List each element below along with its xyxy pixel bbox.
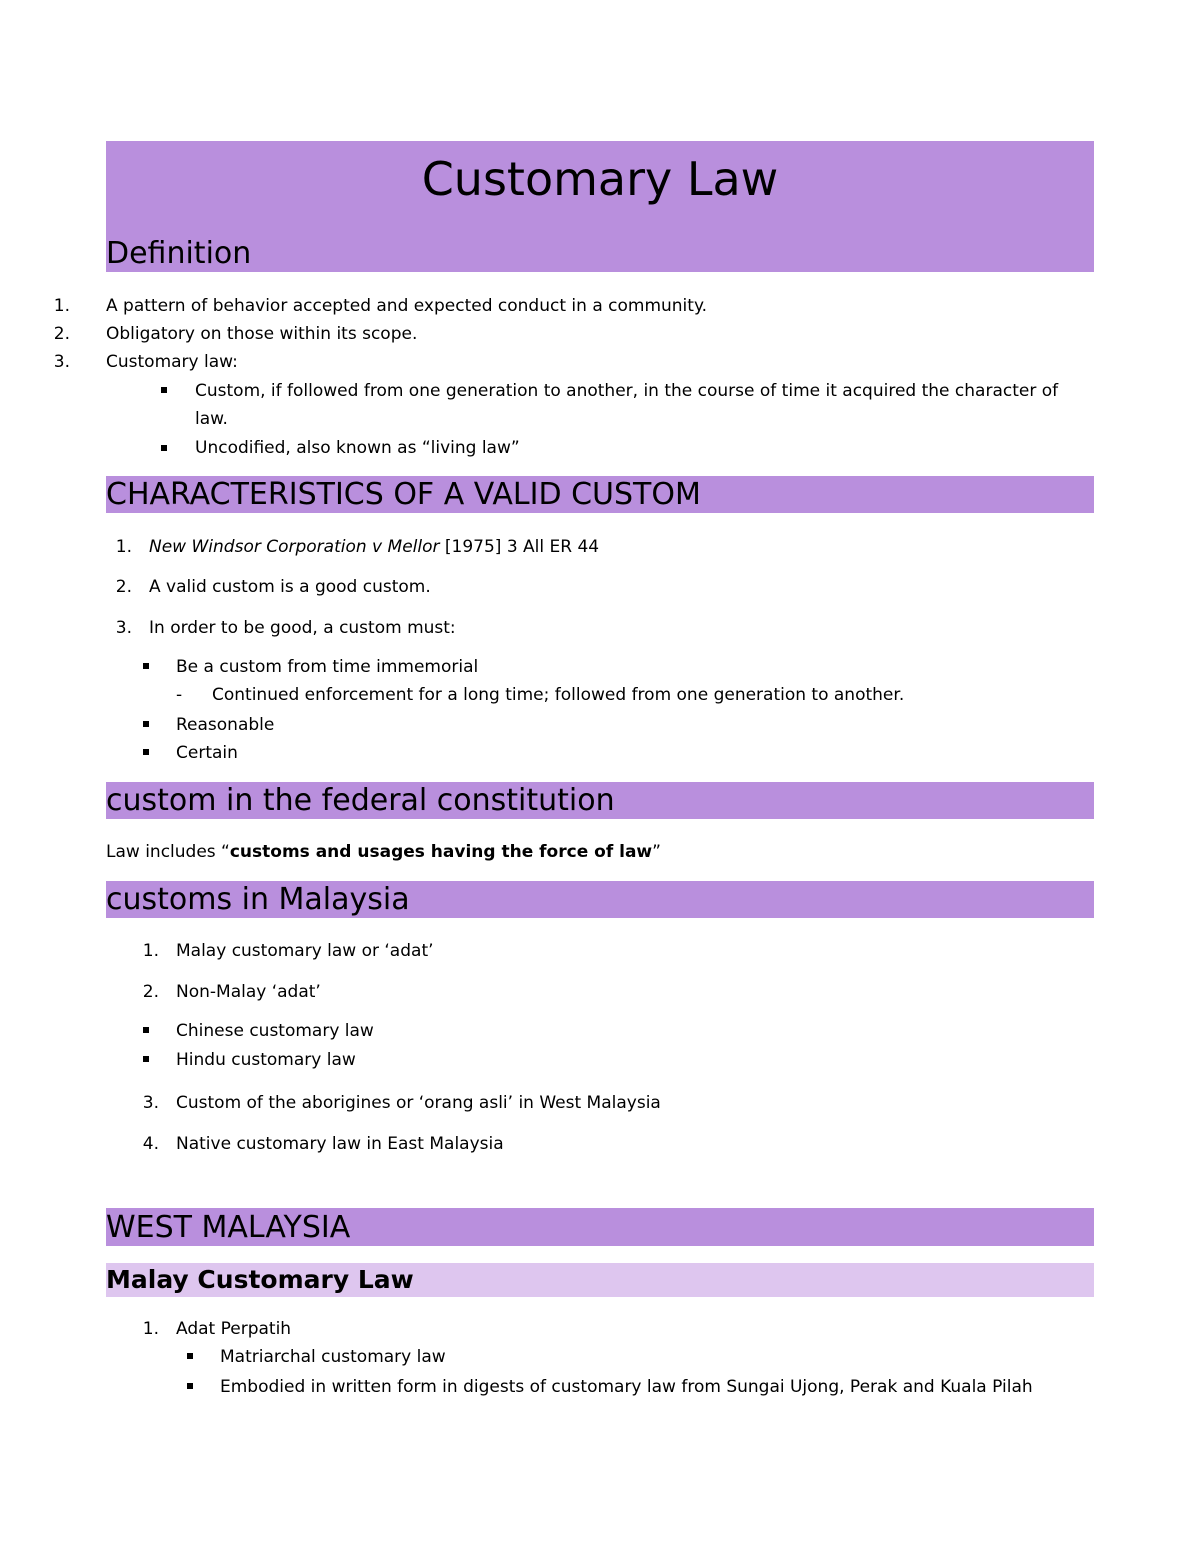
malay-subheading: Malay Customary Law — [106, 1265, 414, 1294]
federal-text: Law includes “customs and usages having the force of law” — [106, 842, 661, 862]
bullet-icon — [143, 1027, 149, 1033]
list-number: 4. — [142, 1134, 159, 1154]
list-item: Hindu customary law — [176, 1050, 356, 1070]
west-heading: WEST MALAYSIA — [106, 1210, 351, 1245]
list-item — [149, 536, 599, 558]
federal-bold: customs and usages having the force of law — [229, 842, 653, 862]
list-item: Custom of the aborigines or ‘orang asli’ in West Malaysia — [176, 1093, 661, 1113]
list-item: Chinese customary law — [176, 1021, 374, 1041]
list-number: 3. — [115, 618, 132, 638]
list-number: 3. — [53, 352, 70, 372]
page-title: Customary Law — [421, 152, 779, 206]
bullet-icon — [187, 1383, 193, 1389]
list-item: law. — [195, 409, 228, 429]
list-item: Custom, if followed from one generation to another, in the course of time it acquired the character of — [195, 381, 1059, 401]
list-item: Obligatory on those within its scope. — [106, 324, 418, 344]
list-item: A pattern of behavior accepted and expected conduct in a community. — [106, 296, 707, 316]
list-number: 2. — [115, 577, 132, 597]
malaysia-heading: customs in Malaysia — [106, 882, 410, 917]
list-item: Certain — [176, 743, 238, 763]
bullet-icon — [143, 721, 149, 727]
list-item: Native customary law in East Malaysia — [176, 1134, 504, 1154]
list-item: Customary law: — [106, 352, 238, 372]
case-citation: [1975] 3 All ER 44 — [439, 537, 600, 557]
bullet-icon — [161, 445, 167, 451]
list-number: 1. — [142, 941, 159, 961]
list-number: 1. — [142, 1319, 159, 1339]
bullet-icon — [143, 663, 149, 669]
list-item: Malay customary law or ‘adat’ — [176, 941, 434, 961]
list-item: In order to be good, a custom must: — [149, 618, 456, 638]
list-number: 2. — [142, 982, 159, 1002]
list-item: Embodied in written form in digests of customary law from Sungai Ujong, Perak and Kuala Pilah — [220, 1377, 1033, 1397]
list-item: Adat Perpatih — [176, 1319, 292, 1339]
federal-heading: custom in the federal constitution — [106, 783, 615, 818]
list-item: Reasonable — [176, 715, 275, 735]
list-item: Non-Malay ‘adat’ — [176, 982, 321, 1002]
list-number: 1. — [115, 537, 132, 557]
bullet-icon — [143, 749, 149, 755]
list-item: Be a custom from time immemorial — [176, 657, 479, 677]
bullet-icon — [143, 1056, 149, 1062]
definition-heading: Definition — [106, 236, 252, 271]
list-number: 3. — [142, 1093, 159, 1113]
list-item: Uncodified, also known as “living law” — [195, 438, 520, 458]
list-number: 2. — [53, 324, 70, 344]
characteristics-heading: CHARACTERISTICS OF A VALID CUSTOM — [106, 477, 701, 512]
list-number: 1. — [53, 296, 70, 316]
dash-icon: - — [176, 685, 183, 705]
bullet-icon — [187, 1353, 193, 1359]
list-item: Continued enforcement for a long time; followed from one generation to another. — [212, 685, 905, 705]
case-name: New Windsor Corporation v Mellor — [149, 537, 440, 557]
list-item: A valid custom is a good custom. — [149, 577, 431, 597]
bullet-icon — [161, 387, 167, 393]
list-item: Matriarchal customary law — [220, 1347, 446, 1367]
